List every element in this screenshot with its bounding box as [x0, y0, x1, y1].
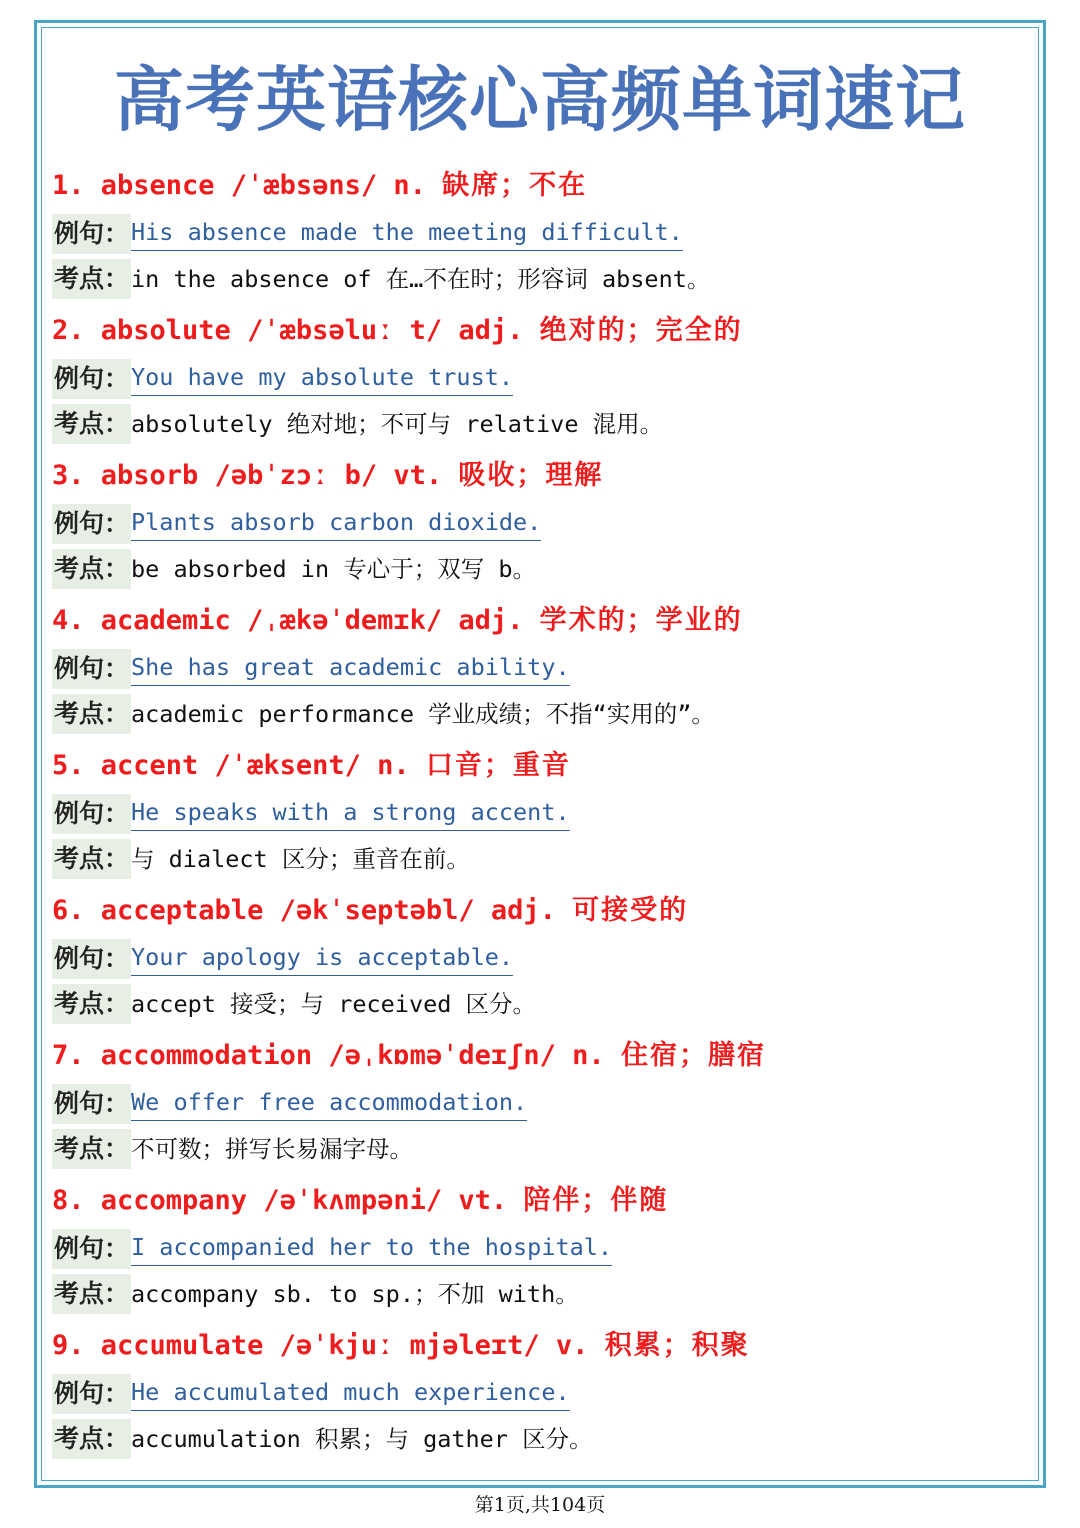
example-row — [52, 1229, 612, 1269]
point-row — [52, 259, 710, 299]
example-row — [52, 939, 513, 979]
vocab-entry — [52, 887, 1032, 1032]
headword-meaning: 学术的；学业的 — [539, 605, 743, 636]
example-row — [52, 1084, 527, 1124]
point-text: absolutely 绝对地；不可与 relative 混用。 — [131, 410, 664, 438]
example-sentence: Plants absorb carbon dioxide. — [131, 504, 541, 541]
headword: 9. accumulate /əˈkjuː mjəleɪt/ v. — [52, 1330, 605, 1361]
headword: 2. absolute /ˈæbsəluː t/ adj. — [52, 315, 540, 346]
example-row — [52, 359, 513, 399]
point-text: be absorbed in 专心于；双写 b。 — [131, 555, 537, 583]
headword: 1. absence /ˈæbsəns/ n. — [52, 170, 443, 201]
headword: 6. acceptable /əkˈseptəbl/ adj. — [52, 895, 573, 926]
page-number: 第1页,共104页 — [474, 1494, 606, 1516]
headword-line — [52, 887, 688, 935]
point-label: 考点： — [52, 984, 131, 1024]
example-sentence: He accumulated much experience. — [131, 1374, 570, 1411]
headword-line — [52, 307, 743, 355]
point-text: accumulation 积累；与 gather 区分。 — [131, 1425, 593, 1453]
vocab-entry — [52, 1177, 1032, 1322]
headword-line — [52, 597, 743, 645]
point-row — [52, 694, 715, 734]
point-label: 考点： — [52, 694, 131, 734]
example-label: 例句： — [52, 794, 131, 834]
example-sentence: He speaks with a strong accent. — [131, 794, 570, 831]
point-row — [52, 984, 536, 1024]
point-row — [52, 839, 470, 879]
example-sentence: She has great academic ability. — [131, 649, 570, 686]
example-label: 例句： — [52, 1374, 131, 1414]
headword-meaning: 吸收；理解 — [458, 460, 604, 491]
example-label: 例句： — [52, 359, 131, 399]
example-label: 例句： — [52, 649, 131, 689]
example-label: 例句： — [52, 1084, 131, 1124]
headword-line — [52, 162, 587, 210]
vocab-entry — [52, 307, 1032, 452]
point-row — [52, 1419, 593, 1459]
headword-meaning: 绝对的；完全的 — [539, 315, 743, 346]
vocab-entry — [52, 452, 1032, 597]
point-label: 考点： — [52, 404, 131, 444]
point-text: in the absence of 在…不在时；形容词 absent。 — [131, 265, 711, 293]
example-label: 例句： — [52, 504, 131, 544]
headword-line — [52, 1177, 668, 1225]
example-sentence: His absence made the meeting difficult. — [131, 214, 683, 251]
example-row — [52, 214, 683, 254]
example-row — [52, 649, 570, 689]
vocab-entry — [52, 1322, 1032, 1467]
point-text: accept 接受；与 received 区分。 — [131, 990, 537, 1018]
point-text: accompany sb. to sp.；不加 with。 — [131, 1280, 579, 1308]
vocabulary-list — [52, 162, 1032, 1467]
point-label: 考点： — [52, 549, 131, 589]
headword-meaning: 缺席；不在 — [442, 170, 588, 201]
vocab-entry — [52, 1032, 1032, 1177]
headword-line — [52, 1322, 750, 1370]
point-text: academic performance 学业成绩；不指“实用的”。 — [131, 700, 715, 728]
headword: 7. accommodation /əˌkɒməˈdeɪʃn/ n. — [52, 1040, 621, 1071]
point-row — [52, 1274, 579, 1314]
point-row — [52, 1129, 413, 1169]
headword-meaning: 住宿；膳宿 — [620, 1040, 766, 1071]
point-label: 考点： — [52, 839, 131, 879]
headword: 8. accompany /əˈkʌmpəni/ vt. — [52, 1185, 524, 1216]
example-sentence: You have my absolute trust. — [131, 359, 513, 396]
point-text: 不可数；拼写长易漏字母。 — [131, 1135, 414, 1163]
point-label: 考点： — [52, 1129, 131, 1169]
vocab-entry — [52, 162, 1032, 307]
headword: 3. absorb /əbˈzɔː b/ vt. — [52, 460, 459, 491]
headword: 5. accent /ˈæksent/ n. — [52, 750, 426, 781]
point-text: 与 dialect 区分；重音在前。 — [131, 845, 470, 873]
example-sentence: Your apology is acceptable. — [131, 939, 513, 976]
example-label: 例句： — [52, 1229, 131, 1269]
page-title: 高考英语核心高频单词速记 — [114, 59, 966, 141]
point-row — [52, 404, 663, 444]
vocab-entry — [52, 597, 1032, 742]
headword-meaning: 口音；重音 — [425, 750, 571, 781]
headword-meaning: 可接受的 — [572, 895, 689, 926]
headword: 4. academic /ˌækəˈdemɪk/ adj. — [52, 605, 540, 636]
example-sentence: I accompanied her to the hospital. — [131, 1229, 612, 1266]
point-label: 考点： — [52, 1274, 131, 1314]
headword-meaning: 陪伴；伴随 — [523, 1185, 669, 1216]
example-sentence: We offer free accommodation. — [131, 1084, 527, 1121]
vocab-entry — [52, 742, 1032, 887]
example-label: 例句： — [52, 214, 131, 254]
example-label: 例句： — [52, 939, 131, 979]
point-label: 考点： — [52, 1419, 131, 1459]
point-label: 考点： — [52, 259, 131, 299]
headword-line — [52, 452, 603, 500]
example-row — [52, 504, 541, 544]
example-row — [52, 1374, 570, 1414]
point-row — [52, 549, 536, 589]
headword-line — [52, 742, 571, 790]
headword-meaning: 积累；积聚 — [604, 1330, 750, 1361]
example-row — [52, 794, 570, 834]
headword-line — [52, 1032, 766, 1080]
